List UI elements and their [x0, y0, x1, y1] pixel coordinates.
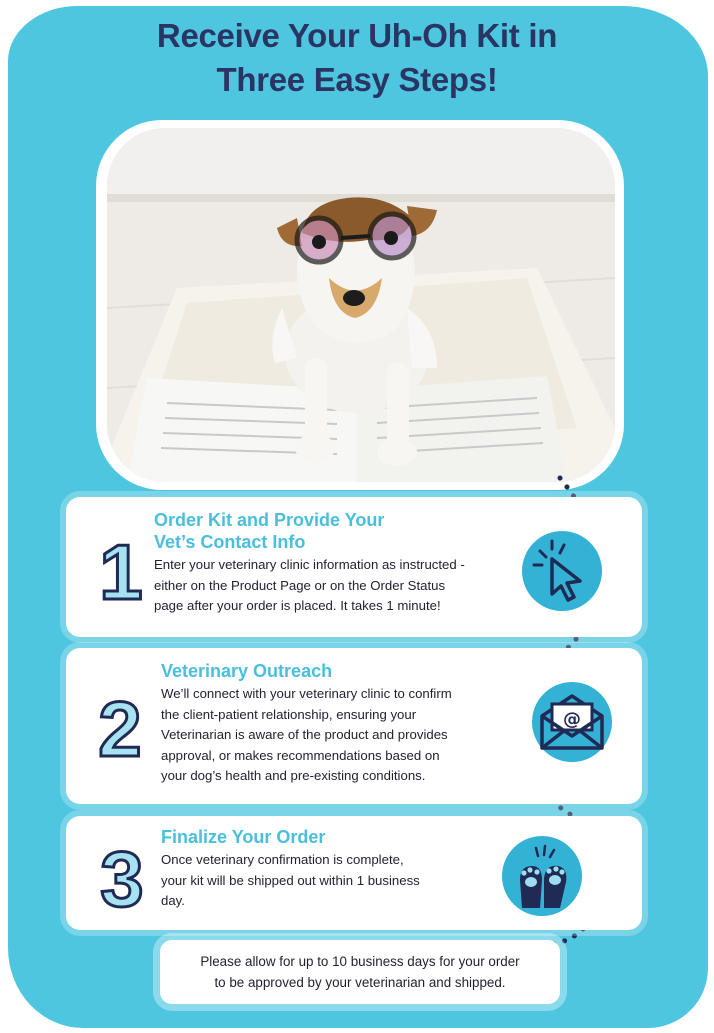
page-title — [0, 14, 714, 102]
step-1-body-line-1: Enter your veterinary clinic information as instructed - — [154, 557, 465, 572]
step-number-3 — [94, 834, 150, 914]
step-2-body — [161, 684, 452, 787]
step-card-3 — [66, 816, 642, 930]
svg-text:3: 3 — [100, 835, 144, 914]
step-2-body-line-1: We’ll connect with your veterinary clinic to confirm — [161, 686, 452, 701]
svg-text:@: @ — [563, 709, 581, 730]
step-number-2 — [92, 684, 148, 764]
step-3-title — [161, 826, 325, 848]
step-2-body-line-4: approval, or makes recommendations based on — [161, 747, 440, 763]
title-line-2: Three Easy Steps! — [216, 61, 498, 98]
svg-text:2: 2 — [98, 685, 142, 764]
dog-photo — [107, 128, 615, 482]
notice-line-2: to be approved by your veterinarian and shipped. — [214, 975, 506, 990]
step-1-body — [154, 555, 465, 617]
step-3-body-line-1: Once veterinary confirmation is complete, — [161, 852, 404, 867]
step-2-body-line-3: Veterinarian is aware of the product and provides — [161, 727, 448, 742]
step-2-title-line-1: Veterinary Outreach — [161, 661, 333, 681]
title-line-1: Receive Your Uh-Oh Kit in — [156, 17, 558, 54]
step-3-body-line-3: day. — [161, 893, 185, 908]
step-3-body — [161, 850, 420, 912]
step-1-body-line-2: either on the Product Page or on the Order Status — [154, 577, 446, 593]
step-2-title — [161, 660, 332, 682]
step-3-title-line-1: Finalize Your Order — [161, 827, 326, 847]
svg-text:1: 1 — [99, 528, 143, 607]
approval-notice — [160, 940, 560, 1004]
step-1-title-line-2: Vet’s Contact Info — [154, 532, 306, 552]
step-2-body-line-5: your dog’s health and pre-existing conditions. — [161, 768, 426, 783]
step-number-1 — [96, 527, 146, 607]
step-1-title — [154, 509, 384, 553]
step-card-2 — [66, 648, 642, 804]
email-envelope-icon — [532, 682, 612, 762]
notice-line-1: Please allow for up to 10 business days for your order — [200, 954, 520, 969]
step-1-body-line-3: page after your order is placed. It takes 1 minute! — [154, 598, 441, 613]
cursor-click-icon — [522, 531, 602, 611]
step-3-body-line-2: your kit will be shipped out within 1 business — [161, 872, 420, 888]
step-1-title-line-1: Order Kit and Provide Your — [154, 510, 385, 530]
step-card-1 — [66, 497, 642, 637]
paw-high-five-icon — [502, 836, 582, 916]
step-2-body-line-2: the client-patient relationship, ensuring your — [161, 706, 417, 722]
